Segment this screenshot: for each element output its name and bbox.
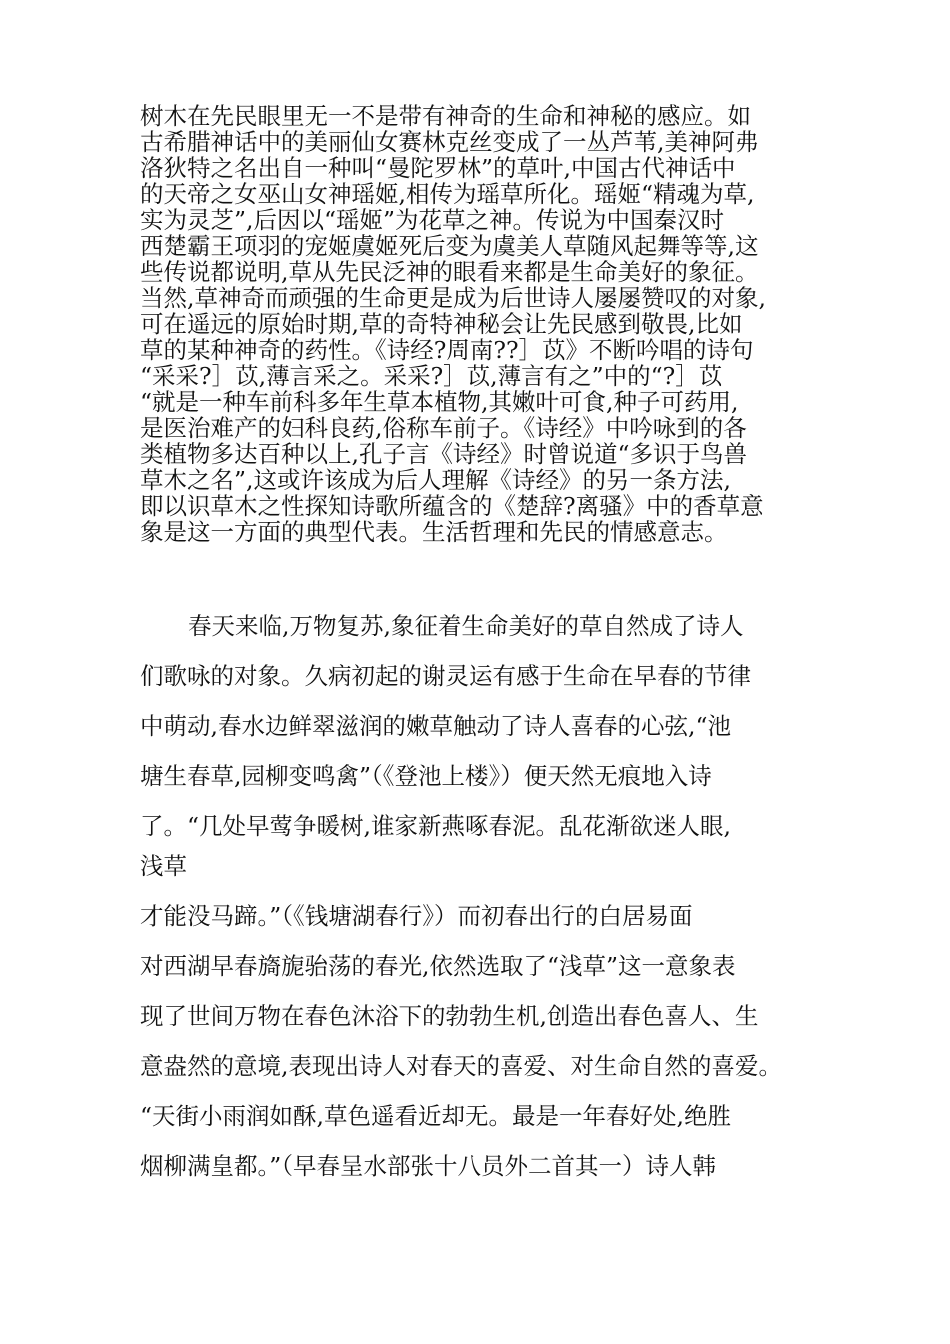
text-line: “就是一种车前科多年生草本植物,其嫩叶可食,种子可药用, — [140, 388, 739, 416]
text-line: 即以识草木之性探知诗歌所蕴含的《楚辞?离骚》中的香草意 — [140, 492, 764, 520]
text-line: 塘生春草,园柳变鸣禽”（《登池上楼》）便天然无痕地入诗 — [140, 762, 712, 790]
text-line: 对西湖早春旖旎骀荡的春光,依然选取了“浅草”这一意象表 — [140, 952, 736, 980]
text-line: 树木在先民眼里无一不是带有神奇的生命和神秘的感应。如 — [140, 102, 751, 130]
text-line: 才能没马蹄。”（《钱塘湖春行》）而初春出行的白居易面 — [140, 902, 693, 930]
paragraph-plants-myth — [140, 103, 830, 545]
text-line: 西楚霸王项羽的宠姬虞姬死后变为虞美人草随风起舞等等,这 — [140, 232, 759, 260]
text-line: 烟柳满皇都。”（早春呈水部张十八员外二首其一）诗人韩 — [140, 1152, 717, 1180]
text-line: 古希腊神话中的美丽仙女赛林克丝变成了一丛芦苇,美神阿弗 — [140, 128, 759, 156]
text-line: 是医治难产的妇科良药,俗称车前子。《诗经》中吟咏到的各 — [140, 414, 747, 442]
text-line: 可在遥远的原始时期,草的奇特神秘会让先民感到敬畏,比如 — [140, 310, 743, 338]
text-line: “采采?］苡,薄言采之。采采?］苡,薄言有之”中的“?］苡 — [140, 362, 723, 390]
text-line: 些传说都说明,草从先民泛神的眼看来都是生命美好的象征。 — [140, 258, 759, 286]
text-line: 实为灵芝”,后因以“瑶姬”为花草之神。传说为中国秦汉时 — [140, 206, 725, 234]
text-line: 中萌动,春水边鲜翠滋润的嫩草触动了诗人喜春的心弦,“池 — [140, 712, 731, 740]
text-line: 类植物多达百种以上,孔子言《诗经》时曾说道“多识于鸟兽 — [140, 440, 747, 468]
paragraph-spring-grass — [140, 612, 840, 1180]
text-line: 的天帝之女巫山女神瑶姬,相传为瑶草所化。瑶姬“精魂为草, — [140, 180, 755, 208]
text-line: 意盎然的意境,表现出诗人对春天的喜爱、对生命自然的喜爱。 — [140, 1052, 782, 1080]
text-line: 们歌咏的对象。久病初起的谢灵运有感于生命在早春的节律 — [140, 662, 751, 690]
text-line: 现了世间万物在春色沐浴下的勃勃生机,创造出春色喜人、生 — [140, 1002, 759, 1030]
text-line: 了。“几处早莺争暖树,谁家新燕啄春泥。乱花渐欲迷人眼, — [140, 812, 731, 840]
text-line: 浅草 — [140, 852, 187, 880]
text-line: 象是这一方面的典型代表。生活哲理和先民的情感意志。 — [140, 518, 728, 546]
text-line: 草木之名”,这或许该成为后人理解《诗经》的另一条方法, — [140, 466, 731, 494]
text-line: 当然,草神奇而顽强的生命更是成为后世诗人屡屡赞叹的对象, — [140, 284, 766, 312]
text-line: “天街小雨润如酥,草色遥看近却无。最是一年春好处,绝胜 — [140, 1102, 731, 1130]
text-line: 草的某种神奇的药性。《诗经?周南??］苡》不断吟唱的诗句 — [140, 336, 754, 364]
text-line: 春天来临,万物复苏,象征着生命美好的草自然成了诗人 — [188, 612, 744, 640]
text-line: 洛狄特之名出自一种叫“曼陀罗林”的草叶,中国古代神话中 — [140, 154, 736, 182]
